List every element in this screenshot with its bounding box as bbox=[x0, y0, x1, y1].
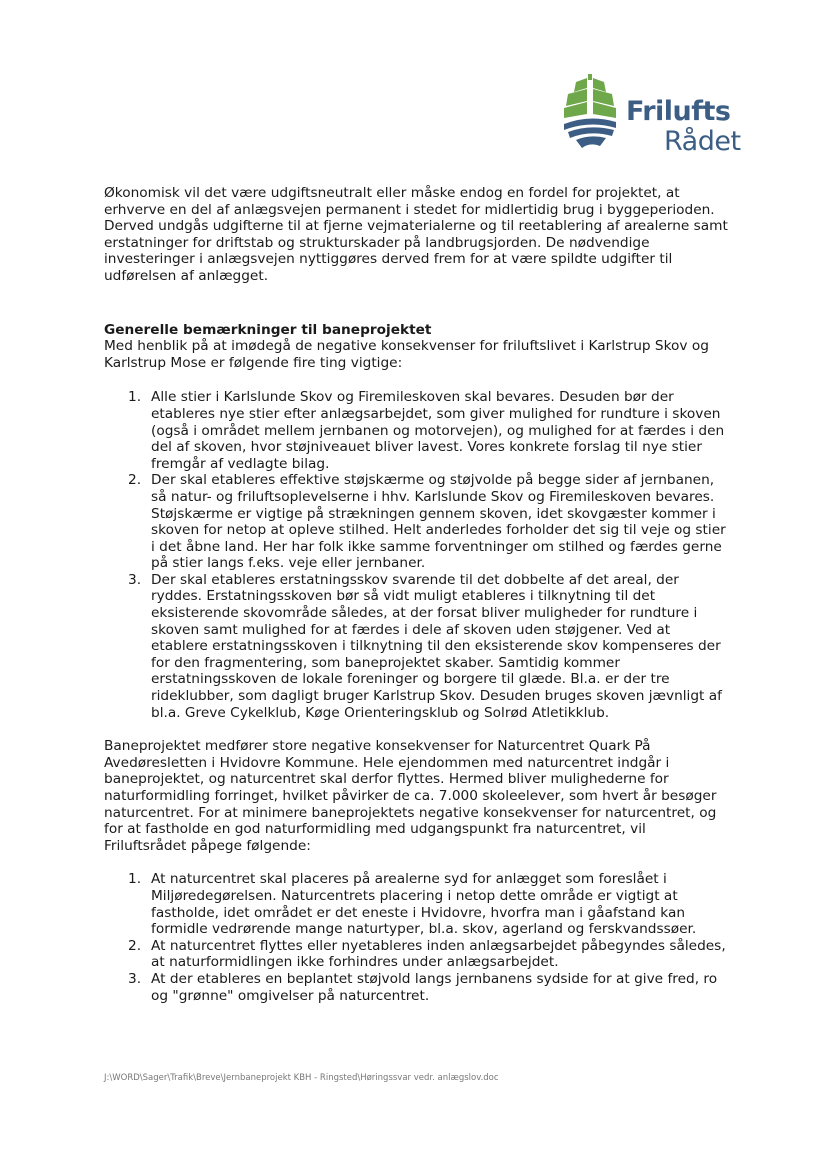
list-number: 3. bbox=[128, 970, 142, 987]
list-number: 3. bbox=[128, 571, 142, 588]
list-item-text: At naturcentret skal placeres på arealerne syd for anlægget som foreslået i Miljøredegørelsen. Naturcentrets placering i netop dette område er vigtigt at fastholde, idet området er det eneste i Hvidovre, hvorfra man i gåafstand kan formidle vedrørende mange naturtyper, bl.a. skov, agerland og ferskvandssøer. bbox=[151, 871, 697, 938]
friluftsraadet-logo bbox=[560, 70, 760, 160]
list-item-text: At naturcentret flyttes eller nyetableres inden anlægsarbejdet påbegyndes således, at naturformidlingen ikke forhindres under anlægsarbejdet. bbox=[151, 937, 726, 971]
list-item bbox=[104, 389, 728, 472]
list-item bbox=[104, 472, 728, 572]
letter-body bbox=[104, 185, 728, 1004]
section-heading: Generelle bemærkninger til baneprojektet bbox=[104, 321, 432, 338]
list-number: 2. bbox=[128, 472, 142, 489]
recommendations-list bbox=[104, 389, 728, 721]
naturcenter-list bbox=[104, 871, 728, 1004]
list-item bbox=[104, 938, 728, 971]
list-number: 2. bbox=[128, 937, 142, 954]
list-item-text: Alle stier i Karlslunde Skov og Firemileskoven skal bevares. Desuden bør der etableres nye stier efter anlægsarbejdet, som giver mulighed for rundture i skoven (også i området mellem jernbanen og motorvejen), og mulighed for at færdes i den del af skoven, hvor støjniveauet bliver lavest. Vores konkrete forslag til nye stier fremgår af vedlagte bilag. bbox=[151, 389, 725, 472]
naturcenter-paragraph: Baneprojektet medfører store negative konsekvenser for Naturcentret Quark På Avedøresletten i Hvidovre Kommune. Hele ejendommen med naturcentret indgår i baneprojektet, og naturcentret skal derfor flyttes. Hermed bliver mulighederne for naturformidling forringet, hvilket påvirker de ca. 7.000 skoleelever, som hvert år besøger naturcentret. For at minimere baneprojektets negative konsekvenser for naturcentret, og for at fastholde en god naturformidling med udgangspunkt fra naturcentret, vil Friluftsrådet påpege følgende: bbox=[104, 738, 717, 854]
list-number: 1. bbox=[128, 389, 142, 406]
list-item-text: Der skal etableres effektive støjskærme og støjvolde på begge sider af jernbanen, så natur- og friluftsoplevelserne i hhv. Karlslunde Skov og Firemileskoven bevares. Støjskærme er vigtige på strækningen gennem skoven, idet skovgæster kommer i skoven for netop at opleve stilhed. Helt anderledes forholder det sig til veje og stier i det åbne land. Her har folk ikke samme forventninger om stilhed og færdes gerne på stier langs f.eks. veje eller jernbaner. bbox=[151, 472, 726, 572]
logo-text-frilufts: Frilufts bbox=[626, 96, 731, 127]
list-number: 1. bbox=[128, 871, 142, 888]
intro-paragraph: Økonomisk vil det være udgiftsneutralt eller måske endog en fordel for projektet, at erhverve en del af anlægsvejen permanent i stedet for midlertidig brug i byggeperioden. Derved undgås udgifterne til at fjerne vejmaterialerne og til reetablering af arealerne samt erstatninger for driftstab og strukturskader på landbrugsjorden. De nødvendige investeringer i anlægsvejen nyttiggøres derved frem for at være spildte udgifter til udførelsen af anlægget. bbox=[104, 185, 728, 284]
section-intro-paragraph: Med henblik på at imødegå de negative konsekvenser for friluftslivet i Karlstrup Skov og Karlstrup Mose er følgende fire ting vigtige: bbox=[104, 338, 709, 371]
list-item-text: At der etableres en beplantet støjvold langs jernbanens sydside for at give fred, ro og "grønne" omgivelser på naturcentret. bbox=[151, 970, 718, 1004]
footer-file-path: J:\WORD\Sager\Trafik\Breve\Jernbaneprojekt KBH - Ringsted\Høringssvar vedr. anlægslov.doc bbox=[104, 1073, 499, 1083]
list-item bbox=[104, 971, 728, 1004]
list-item-text: Der skal etableres erstatningsskov svarende til det dobbelte af det areal, der ryddes. Erstatningsskoven bør så vidt muligt etableres i tilknytning til det eksisterende skovområde således, at der forsat bliver muligheder for rundture i skoven samt mulighed for at færdes i dele af skoven uden støjgener. Ved at etablere erstatningsskoven i tilknytning til den eksisterende skov kompenseres der for den fragmentering, som baneprojektet skaber. Samtidig kommer erstatningsskoven de lokale foreninger og borgere til glæde. Bl.a. er der tre rideklubber, som dagligt bruger Karlstrup Skov. Desuden bruges skoven jævnligt af bl.a. Greve Cykelklub, Køge Orienteringsklub og Solrød Atletikklub. bbox=[151, 571, 722, 721]
list-item bbox=[104, 572, 728, 721]
list-item bbox=[104, 871, 728, 937]
logo-text-raadet: Rådet bbox=[664, 126, 741, 157]
leaf-logo-icon bbox=[560, 70, 620, 150]
